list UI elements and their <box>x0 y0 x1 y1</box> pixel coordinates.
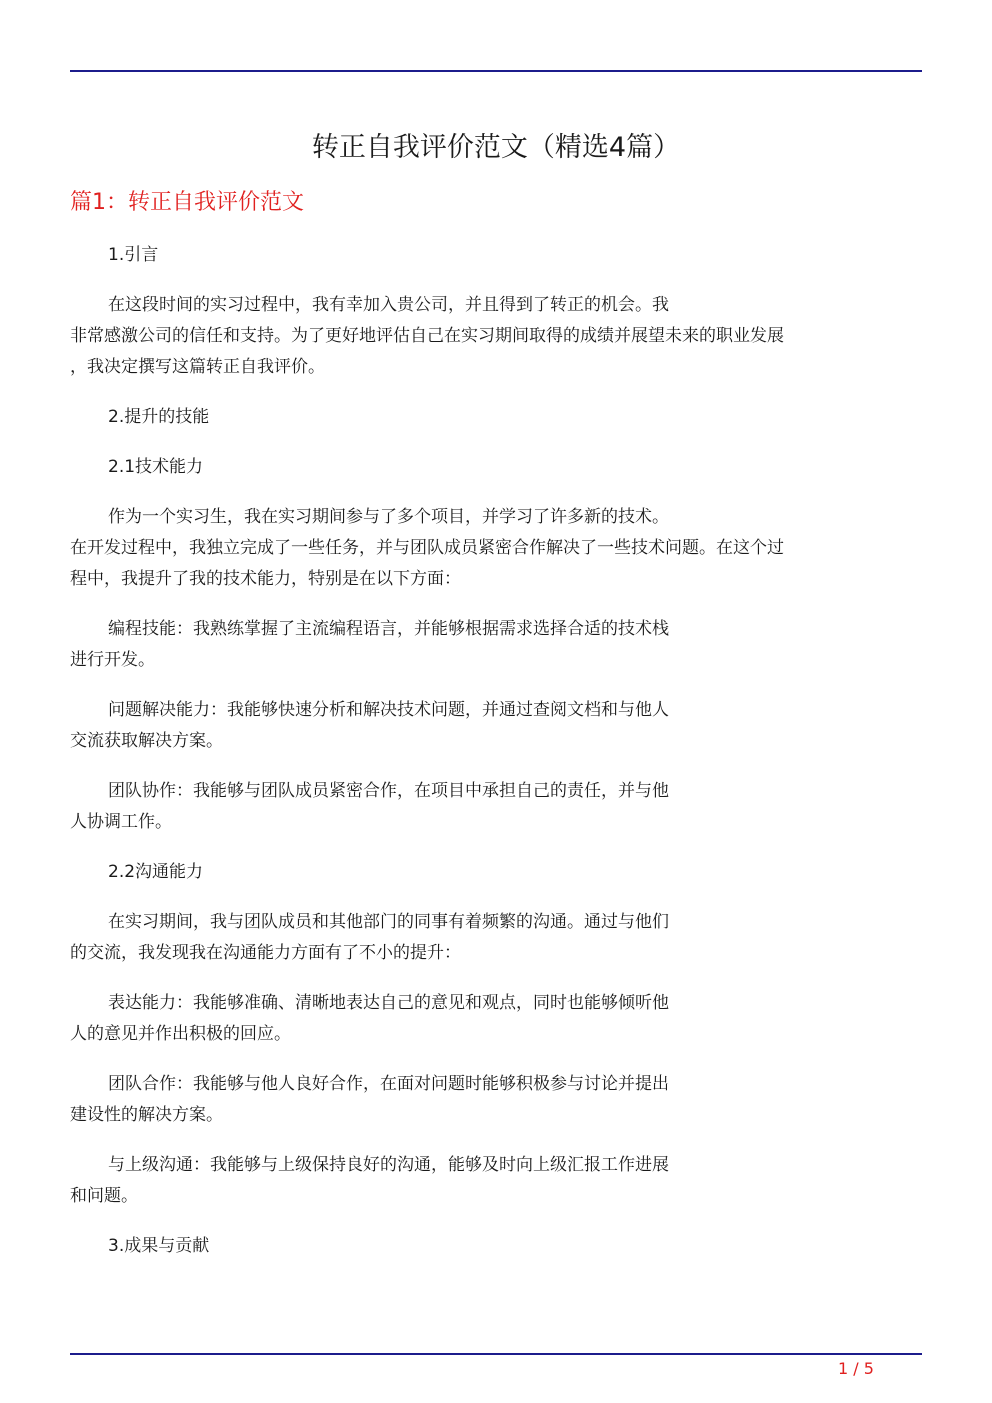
paragraph <box>70 1150 920 1212</box>
page-number: 1 / 5 <box>838 1359 874 1378</box>
paragraph-first-line: 编程技能：我熟练掌握了主流编程语言，并能够根据需求选择合适的技术栈 <box>108 619 669 639</box>
paragraph <box>70 240 920 271</box>
section-title: 篇1：转正自我评价范文 <box>70 190 304 215</box>
document-body <box>70 240 920 1281</box>
header-rule <box>70 70 922 72</box>
paragraph-continuation: 进行开发。 <box>70 650 155 670</box>
paragraph-first-line: 团队协作：我能够与团队成员紧密合作，在项目中承担自己的责任，并与他 <box>108 781 669 801</box>
paragraph-continuation: 在开发过程中，我独立完成了一些任务，并与团队成员紧密合作解决了一些技术问题。在这个过 程中，我提升了我的技术能力，特别是在以下方面： <box>70 538 784 589</box>
paragraph <box>70 776 920 838</box>
paragraph <box>70 402 920 433</box>
paragraph-continuation: 建设性的解决方案。 <box>70 1105 223 1125</box>
paragraph-first-line: 表达能力：我能够准确、清晰地表达自己的意见和观点，同时也能够倾听他 <box>108 993 669 1013</box>
paragraph-continuation: 人协调工作。 <box>70 812 172 832</box>
paragraph-first-line: 问题解决能力：我能够快速分析和解决技术问题，并通过查阅文档和与他人 <box>108 700 669 720</box>
paragraph-first-line: 2.1技术能力 <box>108 457 204 477</box>
paragraph-first-line: 作为一个实习生，我在实习期间参与了多个项目，并学习了许多新的技术。 <box>108 507 669 527</box>
paragraph-continuation: 和问题。 <box>70 1186 138 1206</box>
paragraph-continuation: 的交流，我发现我在沟通能力方面有了不小的提升： <box>70 943 461 963</box>
paragraph-first-line: 在这段时间的实习过程中，我有幸加入贵公司，并且得到了转正的机会。我 <box>108 295 669 315</box>
paragraph <box>70 1231 920 1262</box>
paragraph-continuation: 人的意见并作出积极的回应。 <box>70 1024 291 1044</box>
paragraph-continuation: 交流获取解决方案。 <box>70 731 223 751</box>
paragraph-first-line: 2.2沟通能力 <box>108 862 204 882</box>
paragraph-first-line: 3.成果与贡献 <box>108 1236 210 1256</box>
paragraph <box>70 290 920 383</box>
paragraph-continuation: 非常感激公司的信任和支持。为了更好地评估自己在实习期间取得的成绩并展望未来的职业发展 ，我决定撰写这篇转正自我评价。 <box>70 326 784 377</box>
paragraph <box>70 988 920 1050</box>
paragraph-first-line: 1.引言 <box>108 245 159 265</box>
paragraph <box>70 695 920 757</box>
footer-rule <box>70 1353 922 1355</box>
paragraph <box>70 452 920 483</box>
paragraph-first-line: 在实习期间，我与团队成员和其他部门的同事有着频繁的沟通。通过与他们 <box>108 912 669 932</box>
paragraph <box>70 502 920 595</box>
paragraph <box>70 614 920 676</box>
paragraph <box>70 907 920 969</box>
paragraph-first-line: 2.提升的技能 <box>108 407 210 427</box>
document-title: 转正自我评价范文（精选4篇） <box>311 132 681 163</box>
paragraph <box>70 857 920 888</box>
paragraph-first-line: 团队合作：我能够与他人良好合作，在面对问题时能够积极参与讨论并提出 <box>108 1074 669 1094</box>
paragraph <box>70 1069 920 1131</box>
paragraph-first-line: 与上级沟通：我能够与上级保持良好的沟通，能够及时向上级汇报工作进展 <box>108 1155 669 1175</box>
